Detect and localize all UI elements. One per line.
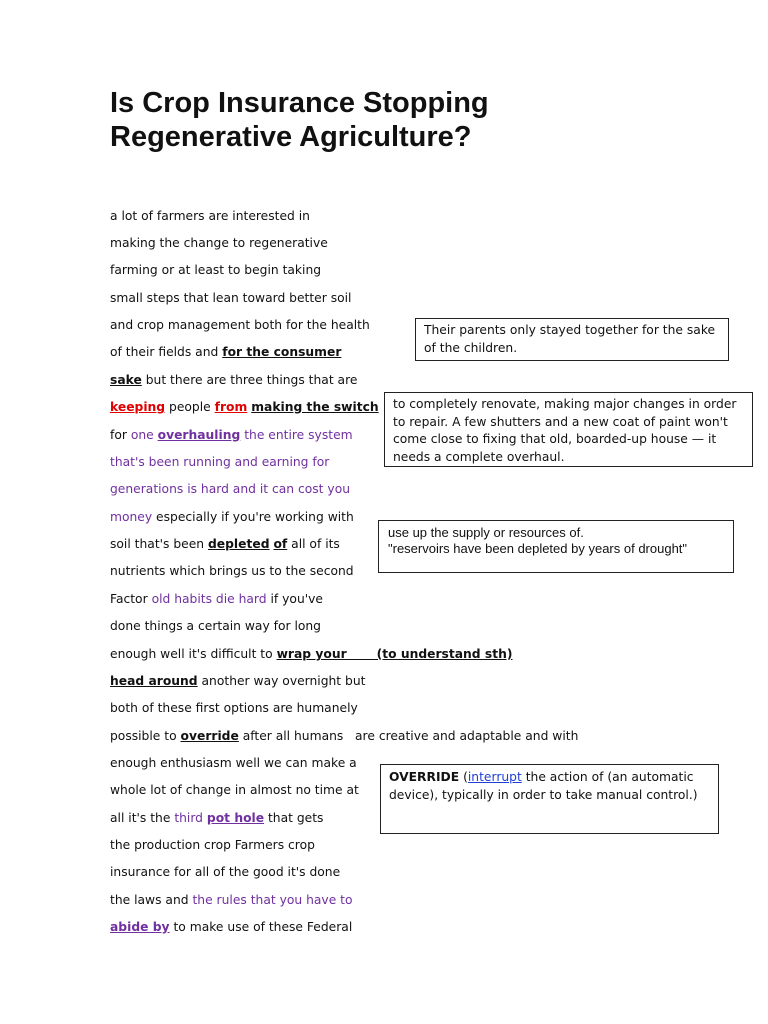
text-line (110, 646, 512, 662)
text-line (110, 372, 357, 388)
text-line (110, 509, 354, 525)
text-line (110, 536, 340, 552)
purple-phrase: the entire system (240, 428, 353, 442)
underlined-phrase: making the switch (251, 400, 379, 414)
text-line: and crop management both for the health (110, 318, 370, 332)
underlined-phrase: for the consumer (222, 345, 342, 359)
interrupt-link[interactable]: interrupt (467, 770, 522, 784)
text-run: soil that's been (110, 537, 208, 551)
highlighted-word-from: from (214, 400, 248, 414)
text-line: farming or at least to begin taking (110, 263, 322, 277)
underlined-word-overhauling: overhauling (157, 428, 241, 442)
text-run: all of its (287, 537, 340, 551)
highlighted-word-keeping: keeping (110, 400, 166, 414)
text-run: the laws and (110, 893, 193, 907)
text-line: the production crop Farmers crop (110, 838, 315, 852)
text-run: Factor (110, 592, 152, 606)
text-line (110, 673, 365, 689)
text-line (110, 728, 578, 744)
text-run: especially if you're working with (152, 510, 354, 524)
text-line: insurance for all of the good it's done (110, 865, 341, 879)
text-run: to make use of these Federal (169, 920, 353, 934)
note-text: Their parents only stayed together for the sake of the children. (424, 323, 716, 355)
underlined-word-pot-hole: pot hole (206, 811, 265, 825)
underlined-phrase: head around (110, 674, 198, 688)
underlined-word-depleted: depleted (207, 537, 270, 551)
text-line: enough enthusiasm well we can make a (110, 756, 357, 770)
text-line (110, 399, 379, 415)
text-run: but there are three things that are (141, 373, 358, 387)
text-run: that gets (264, 811, 324, 825)
text-run: all it's the (110, 811, 175, 825)
text-line: that's been running and earning for (110, 455, 330, 469)
note-overhaul (384, 392, 753, 467)
underlined-word-override: override (180, 729, 239, 743)
text-line: a lot of farmers are interested in (110, 209, 310, 223)
text-run: of their fields and (110, 345, 223, 359)
note-term: OVERRIDE (389, 770, 460, 784)
note-text: to completely renovate, making major changes in order to repair. A few shutters and a new coat of paint won't come close to fixing that old, boarded-up house — it needs a complete overhaul. (393, 397, 737, 464)
purple-phrase: one (130, 428, 158, 442)
text-line: generations is hard and it can cost you (110, 482, 351, 496)
note-text: use up the supply or resources of. (388, 525, 584, 540)
text-run: for (110, 428, 131, 442)
text-line (110, 919, 352, 935)
text-line: making the change to regenerative (110, 236, 328, 250)
underlined-phrase: sake (110, 373, 142, 387)
text-line: whole lot of change in almost no time at (110, 783, 359, 797)
text-line (110, 344, 341, 360)
text-line (110, 427, 353, 443)
text-line: done things a certain way for long (110, 619, 321, 633)
note-text: the action of (an automatic device), typically in order to take manual control.) (389, 770, 698, 802)
note-override (380, 764, 719, 834)
text-run: if you've (266, 592, 323, 606)
text-line (110, 810, 323, 826)
text-run: people (165, 400, 215, 414)
underlined-word-abide-by: abide by (110, 920, 170, 934)
text-run: enough well it's difficult to (110, 647, 277, 661)
note-text: ( (459, 770, 468, 784)
text-line: small steps that lean toward better soil (110, 291, 352, 305)
text-run: possible to (110, 729, 181, 743)
purple-phrase: money (110, 510, 153, 524)
note-sake (415, 318, 729, 361)
underlined-phrase: wrap your (to understand sth) (276, 647, 513, 661)
text-line: nutrients which brings us to the second (110, 564, 354, 578)
text-run: after all humans are creative and adaptable and with (238, 729, 579, 743)
text-line (110, 892, 353, 908)
text-run: another way overnight but (197, 674, 366, 688)
text-line: both of these first options are humanely (110, 701, 358, 715)
purple-phrase: third (174, 811, 207, 825)
underlined-word-of: of (273, 537, 288, 551)
purple-phrase: the rules that you have to (192, 893, 353, 907)
note-deplete (378, 520, 734, 573)
purple-phrase: old habits die hard (151, 592, 267, 606)
text-line (110, 591, 323, 607)
document-title: Is Crop Insurance Stopping Regenerative Agriculture? (110, 87, 489, 153)
note-example: "reservoirs have been depleted by years of drought" (388, 541, 688, 556)
